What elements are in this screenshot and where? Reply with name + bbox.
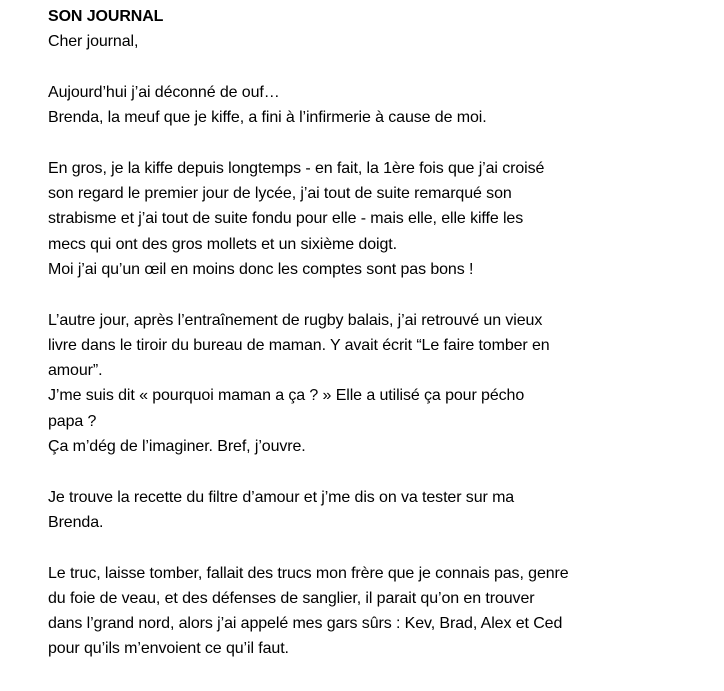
- blank-line: [48, 55, 684, 80]
- text-line: Aujourd’hui j’ai déconné de ouf…: [48, 83, 280, 101]
- text-line: Ça m’dég de l’imaginer. Bref, j’ouvre.: [48, 438, 306, 456]
- text-line: du foie de veau, et des défenses de sanglier, il parait qu’on en trouver: [48, 589, 535, 607]
- text-line: mecs qui ont des gros mollets et un sixième doigt.: [48, 235, 397, 253]
- text-line: son regard le premier jour de lycée, j’ai tout de suite remarqué son: [48, 185, 512, 203]
- text-line-salutation: Cher journal,: [48, 33, 139, 51]
- document-title: SON JOURNAL: [48, 8, 164, 25]
- text-line: pour qu’ils m’envoient ce qu’il faut.: [48, 640, 289, 658]
- text-line: livre dans le tiroir du bureau de maman. Y avait écrit “Le faire tomber en: [48, 336, 550, 354]
- blank-line: [48, 459, 684, 484]
- text-line: Brenda, la meuf que je kiffe, a fini à l’infirmerie à cause de moi.: [48, 109, 487, 127]
- text-line: J’me suis dit « pourquoi maman a ça ? » Elle a utilisé ça pour pécho: [48, 387, 525, 405]
- text-line: Brenda.: [48, 513, 104, 531]
- text-line: Le truc, laisse tomber, fallait des trucs mon frère que je connais pas, genre: [48, 564, 569, 582]
- text-line: amour”.: [48, 362, 103, 380]
- blank-line: [48, 535, 684, 560]
- text-line: Moi j’ai qu’un œil en moins donc les comptes sont pas bons !: [48, 260, 474, 278]
- text-line: L’autre jour, après l’entraînement de rugby balais, j’ai retrouvé un vieux: [48, 311, 543, 329]
- blank-line: [48, 130, 684, 155]
- text-line: dans l’grand nord, alors j’ai appelé mes gars sûrs : Kev, Brad, Alex et Ced: [48, 615, 563, 633]
- text-line: Je trouve la recette du filtre d’amour et j’me dis on va tester sur ma: [48, 488, 515, 506]
- text-line: En gros, je la kiffe depuis longtemps - en fait, la 1ère fois que j’ai croisé: [48, 159, 545, 177]
- blank-line: [48, 282, 684, 307]
- text-line: papa ?: [48, 412, 97, 430]
- text-line: strabisme et j’ai tout de suite fondu pour elle - mais elle, elle kiffe les: [48, 210, 524, 228]
